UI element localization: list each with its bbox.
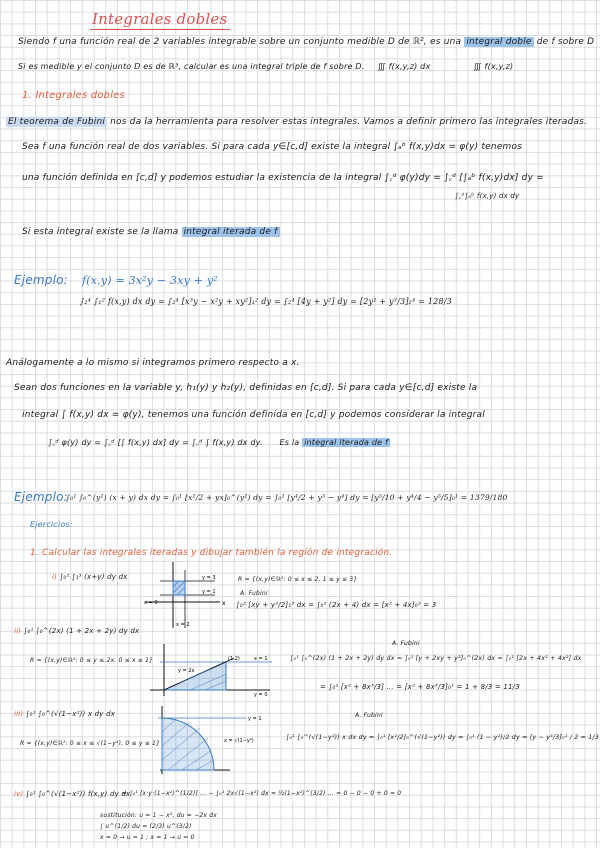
intro-line-2: Si es medible y el conjunto D es de ℝ³, calcular es una integral triple de f sobre D. ∭ f(x,y,z) dx ∭ f(x,y,z) <box>18 62 514 71</box>
highlight-fubini: El teorema de Fubini <box>8 117 106 127</box>
analogous-line-1: Análogamente a lo mismo si integramos primero respecto a x. <box>6 358 300 368</box>
exercises-label: Ejercicios: <box>30 520 73 529</box>
g1-axis-x: x <box>222 600 226 607</box>
intro-line-1: Siendo f una función real de 2 variables integrable sobre un conjunto medible D de ℝ², es una integral doble de f sobre D <box>18 37 595 47</box>
exercise-b-step-1: ∫₀¹ ∫₀^(2x) (1 + 2x + 2y) dy dx = ∫₀¹ [y + 2xy + y²]₀^(2x) dx = ∫₀¹ [2x + 4x² + 4x²] dx <box>290 655 582 662</box>
exercise-d-integral: iv) ∫₀¹ ∫₀^(√(1−x²)) f(x,y) dy dx <box>14 790 131 798</box>
example-2-integral: ∫₀¹ ∫₀^(y²) (x + y) dx dy = ∫₀¹ [x²/2 + yx]₀^(y²) dy = ∫₀¹ [y⁴/2 + y³ − y⁴] dy = [y⁵/10 + y⁴/4 − y⁵/5]₀¹ = 1379/180 <box>66 493 508 502</box>
analogous-line-3: integral ∫ f(x,y) dx = φ(y), tenemos una función definida en [c,d] y podemos considerar la integral <box>22 410 485 420</box>
example-1-integral: ∫₂⁴ ∫₁² f(x,y) dx dy = ∫₂⁴ [x³y − x²y + xy²]₁² dy = ∫₂⁴ [4y + y²] dy = [2y² + y³/3]₂⁴ = 128/3 <box>80 297 452 306</box>
g2-label-y2x: y = 2x <box>178 668 195 674</box>
exercise-1-statement: 1. Calcular las integrales iteradas y dibujar también la región de integración. <box>30 548 393 558</box>
exercise-d-step: = ∫₀¹ [x·y·(1−x²)^(1/2)] ... − ∫₀¹ 2x√(1−x²) dx = ½(1−x²)^(3/2) ... = 0 − 0 − 0 + 0 = 0 <box>122 790 402 797</box>
exercise-d-note-3: x = 0 → u = 1 ; x = 1 → u = 0 <box>100 834 195 841</box>
exercise-a-region: R = {(x,y)∈ℝ²: 0 ≤ x ≤ 2, 1 ≤ y ≤ 3} <box>238 576 358 583</box>
analogous-line-2: Sean dos funciones en la variable y, h₁(y) y h₂(y), definidas en [c,d]. Si para cada y∈[c,d] existe la <box>14 383 478 393</box>
g3-label-y1: y = 1 <box>248 716 262 722</box>
g1-label-x0: x = 0 <box>144 600 158 606</box>
g3-label-curve: x = √(1−y²) <box>224 738 254 744</box>
example-1-label: Ejemplo: <box>14 273 68 287</box>
exercise-a-step: ∫₀² [xy + y²/2]₁³ dx = ∫₀² (2x + 4) dx = [x² + 4x]₀² = 3 <box>236 601 437 609</box>
exercise-c-region: R = {(x,y)∈ℝ²: 0 ≤ x ≤ √(1−y²), 0 ≤ y ≤ 1} <box>20 740 161 747</box>
page-title: Integrales dobles <box>92 10 228 28</box>
fubini-line-4: ∫꜀ᵈ∫ₐᵇ f(x,y) dx dy <box>455 192 520 200</box>
highlight-integral-iterada: integral iterada de f <box>183 227 278 237</box>
example-2-label: Ejemplo: <box>14 490 68 504</box>
exercise-d-note-1: sustitución: u = 1 − x², du = −2x dx <box>100 812 217 819</box>
g1-label-y1: y = 1 <box>202 589 216 595</box>
g1-label-y3: y = 3 <box>202 575 216 581</box>
g1-label-x2: x = 2 <box>176 622 190 628</box>
exercise-b-fubini: A. Fubini <box>392 640 420 647</box>
exercise-a-integral: i) ∫₀² ∫₁³ (x+y) dy dx <box>52 573 128 581</box>
exercise-b-step-2: = ∫₀¹ [x² + 8x³/3] ... = [x² + 8x³/3]₀¹ = 1 + 8/3 = 11/3 <box>320 683 520 691</box>
g2-label-x1: x = 1 <box>254 656 268 662</box>
fubini-line-1: El teorema de Fubini nos da la herramienta para resolver estas integrales. Vamos a definir primero las integrales iteradas. <box>8 117 588 127</box>
exercise-d-note-2: ∫ u^(1/2) du = (2/3) u^(3/2) <box>100 823 192 830</box>
highlight-integral-doble: integral doble <box>466 37 532 47</box>
graph-region-a <box>140 560 230 632</box>
g2-label-y0: y = 0 <box>254 692 268 698</box>
example-1-function: f(x,y) = 3x²y − 3xy + y² <box>82 274 218 287</box>
g2-label-pt: (1,2) <box>228 656 240 662</box>
fubini-line-5: Si esta integral existe se la llama integral iterada de f <box>22 227 278 237</box>
exercise-a-fubini: A. Fubini <box>240 590 268 597</box>
exercise-b-region: R = {(x,y)∈ℝ²: 0 ≤ y ≤ 2x, 0 ≤ x ≤ 1} <box>30 657 154 664</box>
section-heading-1: 1. Integrales dobles <box>22 90 125 101</box>
graph-region-b <box>150 640 278 698</box>
fubini-line-2: Sea f una función real de dos variables. Si para cada y∈[c,d] existe la integral ∫ₐᵇ f(x,y)dx = φ(y) tenemos <box>22 142 523 152</box>
exercise-c-step: ∫₀¹ ∫₀^(√(1−y²)) x dx dy = ∫₀¹ [x²/2]₀^(√(1−y²)) dy = ∫₀¹ (1 − y²)/2 dy = [y − y³/3]₀¹ / 2 = 1/3 <box>286 734 600 741</box>
fubini-line-3: una función definida en [c,d] y podemos estudiar la existencia de la integral ∫꜀ᵈ φ(y)dy = ∫꜀ᵈ [∫ₐᵇ f(x,y)dx] dy = <box>22 173 544 183</box>
exercise-b-integral: ii) ∫₀¹ ∫₀^(2x) (1 + 2x + 2y) dy dx <box>14 627 140 635</box>
graph-region-c <box>150 702 275 776</box>
exercise-c-integral: iii) ∫₀¹ ∫₀^(√(1−x²)) x dy dx <box>14 710 116 718</box>
analogous-line-4: ∫꜀ᵈ φ(y) dy = ∫꜀ᵈ [∫ f(x,y) dx] dy = ∫꜀ᵈ ∫ f(x,y) dx dy. Es la integral iterada de f <box>48 438 389 447</box>
highlight-integral-iterada-2: integral iterada de f <box>304 438 389 447</box>
exercise-c-fubini: A. Fubini <box>355 712 383 719</box>
title-underline <box>90 29 230 30</box>
